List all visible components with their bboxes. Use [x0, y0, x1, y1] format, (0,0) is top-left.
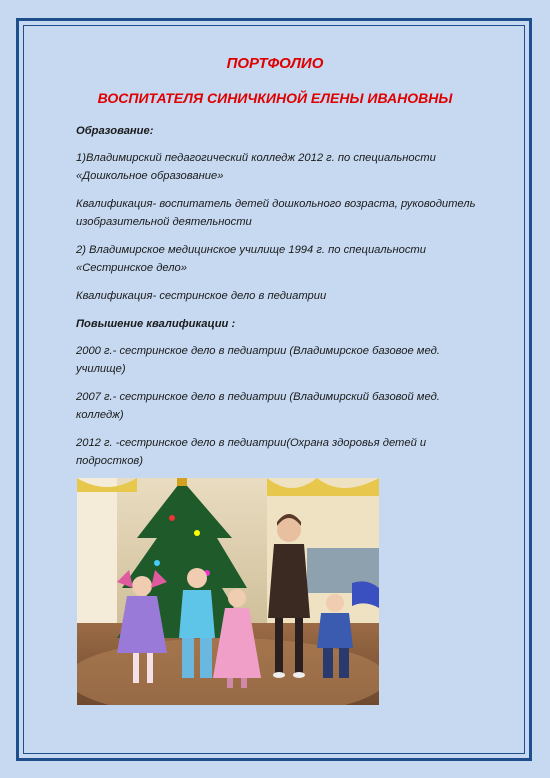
- qualification-1: [76, 196, 516, 231]
- advanced-training-heading: Повышение квалификации :: [76, 318, 236, 330]
- qualification-1-line1: Квалификация- воспитатель детей дошкольного возраста, руководитель: [76, 198, 476, 210]
- education-item-2-line2: «Сестринское дело»: [76, 261, 188, 274]
- advanced-item-3: [76, 435, 516, 470]
- page-subtitle: ВОСПИТАТЕЛЯ СИНИЧКИНОЙ ЕЛЕНЫ ИВАНОВНЫ: [97, 90, 453, 106]
- advanced-item-2: [76, 389, 516, 424]
- advanced-item-3-line1: 2012 г. -сестринское дело в педиатрии(Охрана здоровья детей и: [76, 437, 427, 449]
- education-item-1-line1: 1)Владимирский педагогический колледж 2012 г. по специальности: [76, 152, 436, 164]
- advanced-item-2-line1: 2007 г.- сестринское дело в педиатрии (Владимирский базовой мед.: [76, 391, 440, 403]
- qualification-2: Квалификация- сестринское дело в педиатрии: [76, 290, 327, 302]
- education-item-1-line2: «Дошкольное образование»: [76, 169, 224, 182]
- education-item-1: [76, 150, 516, 185]
- education-item-2-line1: 2) Владимирское медицинское училище 1994 г. по специальности: [76, 244, 426, 256]
- advanced-item-1-line2: училище): [76, 362, 126, 375]
- advanced-item-3-line2: подростков): [76, 454, 143, 467]
- group-photo-illustration: [77, 478, 379, 705]
- education-item-2: [76, 242, 516, 277]
- education-heading: Образование:: [76, 125, 154, 137]
- qualification-1-line2: изобразительной деятельности: [76, 215, 252, 228]
- page-title: ПОРТФОЛИО: [226, 55, 324, 72]
- advanced-item-1-line1: 2000 г.- сестринское дело в педиатрии (Владимирское базовое мед.: [76, 345, 440, 357]
- group-photo: [77, 478, 379, 705]
- advanced-item-2-line2: колледж): [76, 408, 124, 421]
- advanced-item-1: [76, 343, 516, 378]
